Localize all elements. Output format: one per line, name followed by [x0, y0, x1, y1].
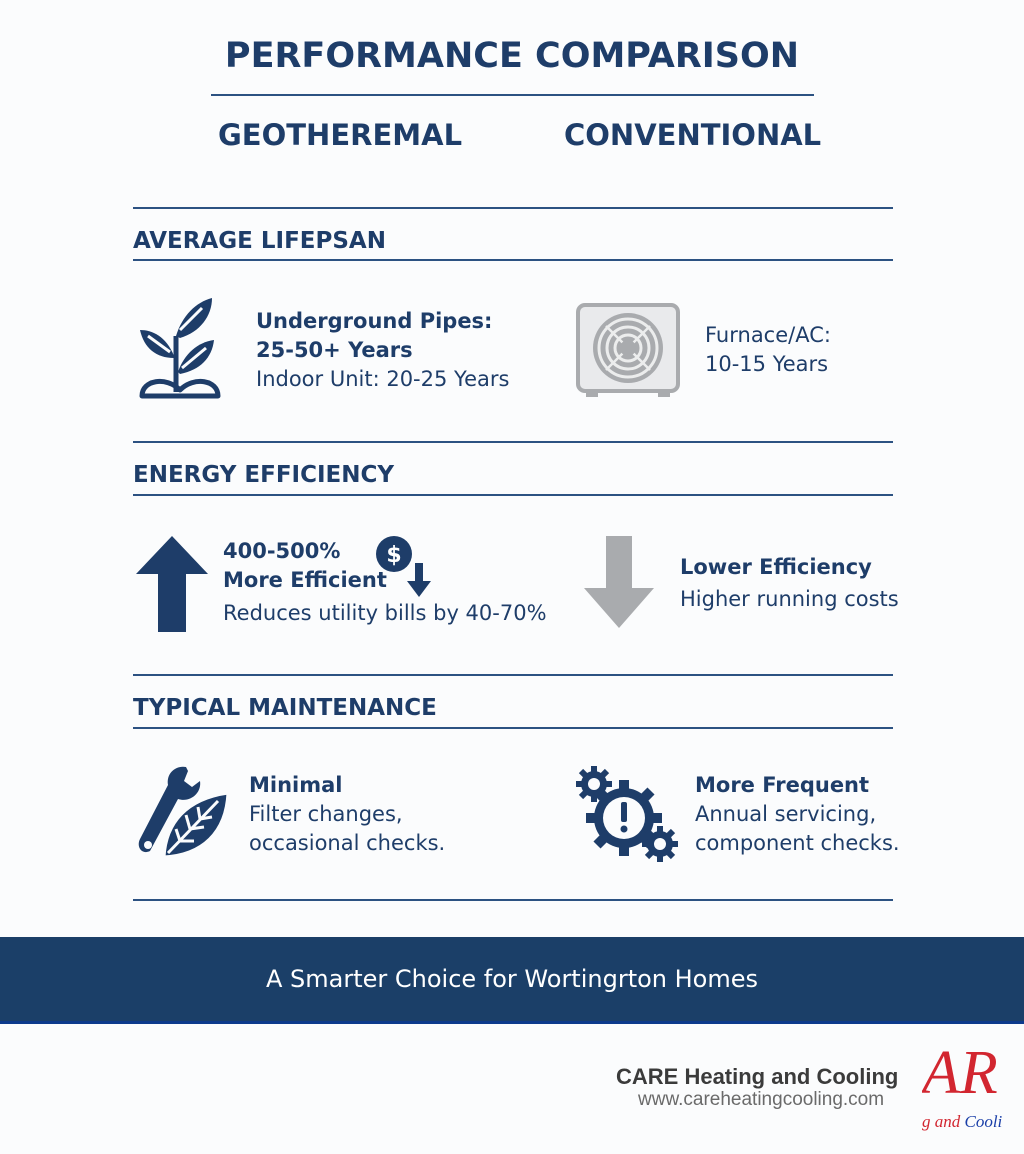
gears-alert-icon — [576, 766, 680, 862]
efficiency-conventional-line-2: Higher running costs — [680, 587, 899, 611]
svg-text:$: $ — [386, 543, 402, 568]
efficiency-conventional-text — [680, 553, 899, 614]
page-title: PERFORMANCE COMPARISON — [224, 36, 800, 76]
column-header-geothermal: GEOTHEREMAL — [218, 118, 463, 152]
logo-subtitle: g and Cooli — [922, 1112, 1003, 1131]
section-divider — [133, 899, 893, 901]
section-divider — [133, 259, 893, 261]
section-divider — [133, 207, 893, 209]
section-title-maintenance: TYPICAL MAINTENANCE — [133, 695, 437, 721]
dollar-down-icon — [375, 535, 435, 599]
company-logo — [922, 1046, 1024, 1136]
maintenance-conventional-text — [695, 771, 900, 858]
logo-wordmark: AR — [922, 1046, 998, 1107]
arrow-up-icon — [136, 536, 208, 632]
maintenance-conventional-line-3: component checks. — [695, 831, 900, 855]
lifespan-geothermal-text — [256, 307, 509, 394]
tagline-banner — [0, 937, 1024, 1024]
plant-sprout-icon — [136, 296, 226, 402]
section-divider — [133, 674, 893, 676]
section-divider — [133, 441, 893, 443]
section-title-lifespan: AVERAGE LIFEPSAN — [133, 228, 386, 254]
company-name: CARE Heating and Cooling — [616, 1064, 899, 1089]
maintenance-geothermal-line-1: Minimal — [249, 773, 343, 797]
lifespan-geothermal-line-3: Indoor Unit: 20-25 Years — [256, 367, 510, 391]
maintenance-conventional-line-2: Annual servicing, — [695, 802, 877, 826]
maintenance-geothermal-text — [249, 771, 445, 858]
maintenance-geothermal-line-2: Filter changes, — [249, 802, 403, 826]
tagline-text: A Smarter Choice for Wortingrton Homes — [265, 965, 759, 993]
maintenance-geothermal-line-3: occasional checks. — [249, 831, 446, 855]
title-divider — [211, 94, 814, 96]
efficiency-geothermal-line-3: Reduces utility bills by 40-70% — [223, 601, 547, 625]
column-header-conventional: CONVENTIONAL — [564, 118, 822, 152]
section-divider — [133, 727, 893, 729]
efficiency-geothermal-line-1: 400-500% — [223, 539, 341, 563]
efficiency-conventional-line-1: Lower Efficiency — [680, 555, 872, 579]
section-title-efficiency: ENERGY EFFICIENCY — [133, 462, 395, 488]
efficiency-geothermal-line-2: More Efficient — [223, 568, 387, 592]
lifespan-geothermal-line-2: 25-50+ Years — [256, 338, 413, 362]
lifespan-conventional-text — [705, 321, 831, 379]
lifespan-conventional-line-2: 10-15 Years — [705, 352, 829, 376]
ac-unit-fan-icon — [576, 303, 682, 399]
arrow-down-icon — [584, 536, 654, 628]
wrench-leaf-icon — [136, 763, 230, 859]
section-divider — [133, 494, 893, 496]
company-website[interactable]: www.careheatingcooling.com — [638, 1089, 885, 1110]
maintenance-conventional-line-1: More Frequent — [695, 773, 870, 797]
lifespan-geothermal-line-1: Underground Pipes: — [256, 309, 493, 333]
lifespan-conventional-line-1: Furnace/AC: — [705, 323, 831, 347]
